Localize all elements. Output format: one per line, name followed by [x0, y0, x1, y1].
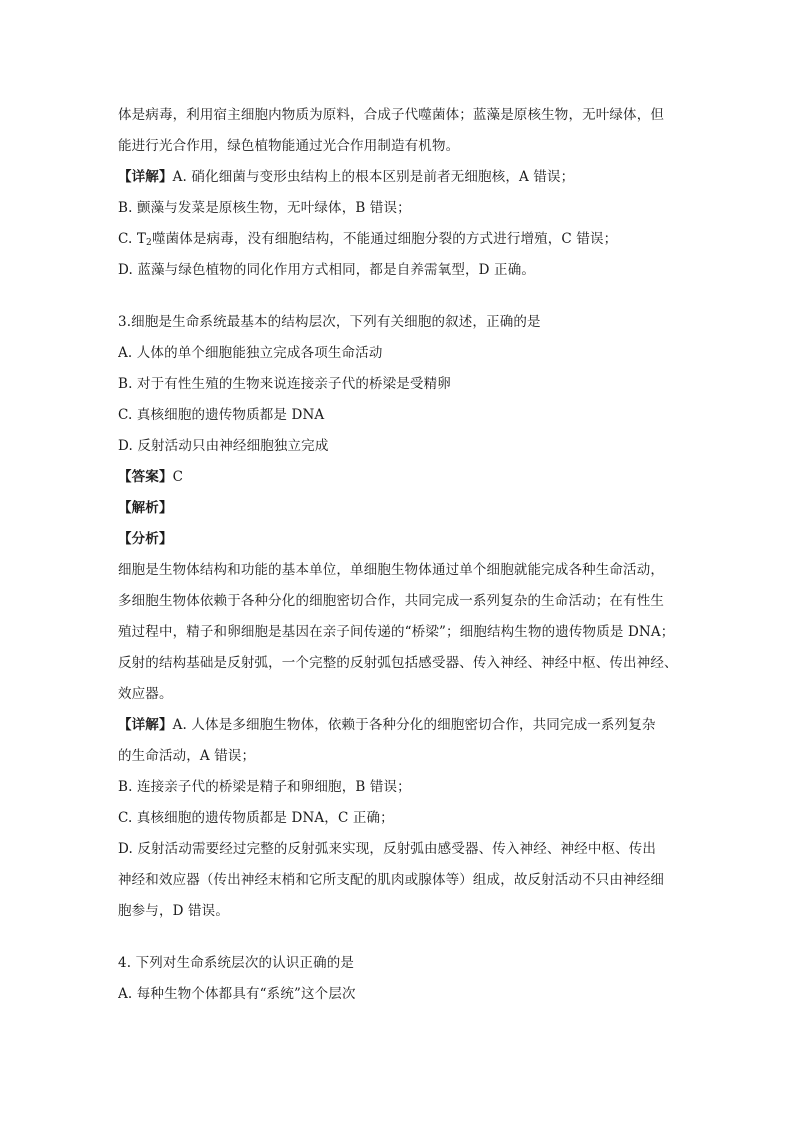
q3-fenxi-line-3: 殖过程中，精子和卵细胞是基因在亲子间传递的“桥梁”；细胞结构生物的遗传物质是 DNA；: [118, 624, 675, 640]
q2-detail-d: D. 蓝藻与绿色植物的同化作用方式相同，都是自养需氧型，D 正确。: [118, 262, 535, 278]
q3-detail-b: B. 连接亲子代的桥梁是精子和卵细胞，B 错误；: [118, 779, 411, 795]
fenxi-tag: 【分析】: [118, 531, 173, 547]
q2-detail-c: [118, 224, 683, 255]
q3-fenxi-line-2: 多细胞生物体依赖于各种分化的细胞密切合作，共同完成一系列复杂的生命活动；在有性生: [118, 593, 664, 609]
q3-answer: [118, 462, 683, 493]
document-page: [118, 100, 683, 1010]
q4-option-a: A. 每种生物个体都具有“系统”这个层次: [118, 986, 356, 1002]
spacer: [118, 286, 683, 307]
q3-fenxi-line-5: 效应器。: [118, 686, 173, 702]
answer-value: C: [172, 469, 184, 485]
q3-fenxi-line-4: 反射的结构基础是反射弧，一个完整的反射弧包括感受器、传入神经、神经中枢、传出神经、: [118, 655, 678, 671]
answer-tag: 【答案】: [118, 469, 173, 485]
q3-detail-a-2: 的生命活动，A 错误；: [118, 748, 256, 764]
spacer: [118, 927, 683, 948]
q2-detail-b: B. 颤藻与发菜是原核生物，无叶绿体，B 错误；: [118, 200, 411, 216]
q3-fenxi-line-1: 细胞是生物体结构和功能的基本单位，单细胞生物体通过单个细胞就能完成各种生命活动，: [118, 562, 664, 578]
q3-option-c: C. 真核细胞的遗传物质都是 DNA: [118, 407, 325, 423]
q2-detail-c-pre: C. T: [118, 231, 147, 247]
q3-detail-d-2: 神经和效应器（传出神经末梢和它所支配的肌肉或腺体等）组成，故反射活动不只由神经细: [118, 872, 664, 888]
q3-detail-d-3: 胞参与，D 错误。: [118, 903, 229, 919]
q3-analysis-heading: [118, 493, 683, 524]
detail-tag: 【详解】: [118, 169, 173, 185]
q3-detail-a-1-text: A. 人体是多细胞生物体，依赖于各种分化的细胞密切合作，共同完成一系列复杂: [172, 717, 656, 733]
intro-line-2: 能进行光合作用，绿色植物能通过光合作用制造有机物。: [118, 138, 460, 154]
q3-detail-d-1: D. 反射活动需要经过完整的反射弧来实现，反射弧由感受器、传入神经、神经中枢、传出: [118, 841, 657, 857]
detail-tag: 【详解】: [118, 717, 173, 733]
q2-detail-a-text: A. 硝化细菌与变形虫结构上的根本区别是前者无细胞核，A 错误；: [172, 169, 575, 185]
q3-option-a: A. 人体的单个细胞能独立完成各项生命活动: [118, 345, 383, 361]
q3-option-b: B. 对于有性生殖的生物来说连接亲子代的桥梁是受精卵: [118, 376, 451, 392]
q3-detail-c: C. 真核细胞的遗传物质都是 DNA，C 正确；: [118, 810, 394, 826]
q4-stem: 4. 下列对生命系统层次的认识正确的是: [118, 955, 355, 971]
q3-fenxi-heading: [118, 524, 683, 555]
intro-line-1: 体是病毒，利用宿主细胞内物质为原料，合成子代噬菌体；蓝藻是原核生物，无叶绿体，但: [118, 107, 664, 123]
q3-stem: 3.细胞是生命系统最基本的结构层次，下列有关细胞的叙述，正确的是: [118, 314, 541, 330]
analysis-tag: 【解析】: [118, 500, 173, 516]
q2-detail-c-subscript: 2: [146, 238, 152, 248]
q2-detail-c-post: 噬菌体是病毒，没有细胞结构，不能通过细胞分裂的方式进行增殖，C 错误；: [151, 231, 618, 247]
q3-detail-a-1: [118, 710, 683, 741]
q3-option-d: D. 反射活动只由神经细胞独立完成: [118, 438, 329, 454]
q2-detail-a: [118, 162, 683, 193]
